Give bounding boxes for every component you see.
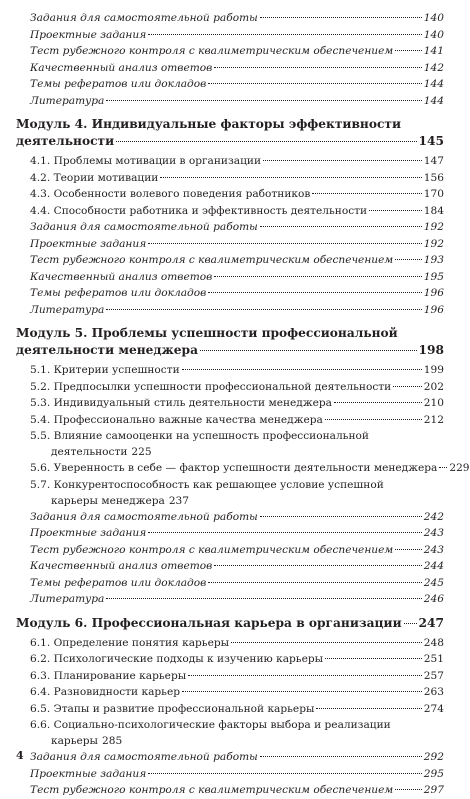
toc-entry-line: [30, 782, 444, 799]
toc-entry-page: 144: [423, 78, 444, 90]
toc-entry-title: Темы рефератов или докладов: [30, 78, 207, 90]
toc-entry-page: 196: [423, 287, 444, 299]
toc-entry-page: 199: [423, 364, 444, 376]
dot-leader: [325, 419, 422, 420]
toc-entry-line: [30, 395, 444, 412]
toc-entry-page: 195: [423, 270, 444, 283]
toc-entry-line: [30, 76, 444, 93]
dot-leader: [393, 386, 422, 387]
toc-entry-page: 297: [423, 784, 444, 796]
module-page: 247: [418, 615, 444, 630]
toc-entry-title: Качественный анализ ответов: [30, 61, 213, 74]
dot-leader: [182, 369, 422, 370]
toc-entry: [0, 684, 460, 701]
toc-entry-title: 6.4. Разновидности карьер: [30, 686, 180, 698]
toc-entry-line: [30, 668, 444, 685]
toc-entry-line: [30, 542, 444, 559]
dot-leader: [106, 598, 421, 599]
toc-entry-page: 243: [423, 527, 444, 539]
toc-entry: [0, 477, 460, 509]
toc-entry-title: 4.1. Проблемы мотивации в организации: [30, 155, 262, 167]
toc-entry-title: 5.7. Конкурентоспособность как решающее условие успешной: [30, 478, 384, 491]
toc-entry-line: [30, 684, 444, 701]
toc-entry-line: [30, 558, 444, 575]
toc-entry: [0, 252, 460, 269]
toc-entry-line: [30, 733, 444, 749]
toc-entry-line: [30, 444, 444, 460]
toc-entry: [0, 766, 460, 783]
toc-entry-page: 246: [423, 593, 444, 605]
module-line: [16, 615, 444, 632]
toc-entry-title-cont: карьеры: [51, 735, 98, 747]
toc-entry-title: 6.5. Этапы и развитие профессиональной карьеры: [30, 702, 315, 715]
module-heading: [0, 325, 460, 359]
toc-entry-page: 196: [423, 303, 444, 316]
dot-leader: [395, 549, 422, 550]
toc-entry-line: [30, 493, 444, 509]
toc-entry-title: Тест рубежного контроля с квалиметрическим обеспечением: [30, 543, 394, 556]
toc-entry-line: [30, 93, 444, 110]
toc-entry-line: [30, 766, 444, 783]
table-of-contents: [0, 10, 470, 799]
toc-entry-line: [30, 10, 444, 27]
dot-leader: [316, 708, 421, 709]
dot-leader: [148, 532, 422, 533]
toc-entry: [0, 460, 470, 477]
page-number: 4: [16, 749, 24, 762]
toc-entry: [0, 525, 460, 542]
dot-leader: [106, 309, 421, 310]
toc-entry-page: 263: [423, 686, 444, 698]
toc-entry-title: Проектные задания: [30, 767, 147, 780]
toc-entry-page: 257: [423, 669, 444, 682]
toc-entry: [0, 43, 460, 60]
module-heading: [0, 116, 460, 150]
toc-entry-line: [30, 236, 444, 253]
dot-leader: [395, 50, 422, 51]
dot-leader: [148, 34, 422, 35]
toc-entry-line: [30, 219, 444, 236]
toc-entry: [0, 717, 460, 749]
toc-entry-line: [30, 269, 444, 286]
toc-entry-title: Проектные задания: [30, 527, 147, 539]
toc-entry: [0, 27, 460, 44]
toc-entry-page: 147: [423, 155, 444, 167]
toc-entry-title: 6.6. Социально-психологические факторы выбора и реализации: [30, 719, 391, 731]
dot-leader: [263, 160, 422, 161]
toc-entry-title: Литература: [30, 593, 105, 605]
toc-entry: [0, 285, 460, 302]
toc-entry-page: 140: [423, 28, 444, 41]
toc-entry-line: [30, 575, 444, 592]
toc-entry-title: 5.5. Влияние самооценки на успешность профессиональной: [30, 430, 369, 442]
toc-entry-title: Задания для самостоятельной работы: [30, 510, 258, 523]
toc-entry-line: [30, 60, 444, 77]
dot-leader: [148, 773, 422, 774]
module-title: Модуль 5. Проблемы успешности профессиональной: [16, 326, 398, 340]
toc-entry: [0, 76, 460, 93]
toc-entry: [0, 203, 460, 220]
toc-entry-line: [30, 509, 444, 526]
toc-entry-line: [30, 27, 444, 44]
module-page: 198: [418, 343, 444, 357]
toc-entry-line: [30, 203, 444, 220]
toc-entry-title: 5.1. Критерии успешности: [30, 364, 180, 376]
toc-entry-page: 210: [423, 397, 444, 409]
toc-entry-line: [30, 43, 444, 60]
dot-leader: [208, 582, 421, 583]
toc-entry-title: 4.3. Особенности волевого поведения работников: [30, 188, 311, 200]
toc-entry: [0, 10, 460, 27]
toc-entry-title-cont: деятельности: [51, 446, 128, 458]
toc-entry-page: 202: [423, 380, 444, 393]
toc-entry-page: 184: [423, 204, 444, 217]
toc-entry: [0, 412, 460, 429]
toc-entry-title: Задания для самостоятельной работы: [30, 12, 258, 24]
dot-leader: [395, 259, 422, 260]
toc-entry: [0, 236, 460, 253]
toc-entry-page: 225: [131, 446, 152, 458]
toc-entry: [0, 651, 460, 668]
toc-entry-line: [30, 186, 444, 203]
dot-leader: [106, 100, 421, 101]
toc-entry-page: 295: [423, 767, 444, 780]
toc-entry: [0, 591, 460, 608]
toc-entry-page: 144: [423, 94, 444, 107]
toc-entry-page: 192: [423, 237, 444, 250]
module-page: 145: [418, 134, 444, 148]
dot-leader: [260, 516, 422, 517]
toc-entry: [0, 635, 460, 652]
toc-entry: [0, 60, 460, 77]
toc-entry-title-cont: карьеры менеджера: [51, 494, 165, 507]
dot-leader: [116, 141, 416, 142]
dot-leader: [200, 350, 417, 351]
toc-entry-line: [30, 302, 444, 319]
toc-entry-line: [30, 379, 444, 396]
toc-entry-line: [30, 412, 444, 429]
toc-entry-line: [30, 170, 444, 187]
toc-entry: [0, 170, 460, 187]
dot-leader: [325, 658, 422, 659]
toc-entry-page: 156: [423, 171, 444, 184]
dot-leader: [231, 642, 422, 643]
toc-entry: [0, 269, 460, 286]
module-title: Модуль 6. Профессиональная карьера в организации: [16, 615, 402, 630]
dot-leader: [208, 292, 421, 293]
toc-entry-page: 212: [423, 413, 444, 426]
toc-entry-page: 242: [423, 510, 444, 523]
toc-entry-line: [30, 635, 444, 652]
toc-entry-title: Задания для самостоятельной работы: [30, 751, 258, 763]
dot-leader: [439, 467, 447, 468]
toc-entry-title: 6.1. Определение понятия карьеры: [30, 636, 230, 649]
module-title: Модуль 4. Индивидуальные факторы эффективности: [16, 117, 401, 131]
dot-leader: [214, 276, 421, 277]
toc-entry: [0, 509, 460, 526]
module-heading: [0, 615, 460, 632]
toc-entry-page: 251: [423, 653, 444, 665]
toc-entry-line: [30, 460, 470, 477]
toc-entry: [0, 575, 460, 592]
toc-entry: [0, 302, 460, 319]
toc-entry-title: Качественный анализ ответов: [30, 270, 213, 283]
dot-leader: [160, 177, 421, 178]
toc-entry-page: 170: [423, 188, 444, 200]
toc-entry-title: 5.3. Индивидуальный стиль деятельности менеджера: [30, 397, 332, 409]
dot-leader: [214, 67, 421, 68]
dot-leader: [214, 565, 421, 566]
toc-entry-line: [30, 285, 444, 302]
toc-entry-line: [30, 252, 444, 269]
toc-entry-page: 248: [423, 636, 444, 649]
dot-leader: [404, 623, 417, 624]
toc-entry-page: 285: [101, 735, 123, 747]
toc-entry-page: 274: [423, 702, 444, 715]
dot-leader: [369, 210, 422, 211]
toc-entry: [0, 701, 460, 718]
toc-entry-title: 4.2. Теории мотивации: [30, 171, 159, 184]
toc-entry-title: 4.4. Способности работника и эффективность деятельности: [30, 204, 368, 217]
toc-entry-line: [30, 749, 444, 766]
module-title-cont: деятельности менеджера: [16, 343, 198, 357]
toc-entry-title: Тест рубежного контроля с квалиметрическим обеспечением: [30, 254, 394, 266]
dot-leader: [260, 17, 422, 18]
toc-entry-page: 140: [423, 12, 444, 24]
dot-leader: [260, 756, 422, 757]
toc-entry-page: 229: [449, 462, 470, 474]
toc-entry-title: 5.6. Уверенность в себе — фактор успешности деятельности менеджера: [30, 462, 438, 474]
toc-entry-line: [30, 651, 444, 668]
dot-leader: [260, 226, 422, 227]
toc-entry-title: Темы рефератов или докладов: [30, 576, 207, 589]
toc-entry-page: 292: [423, 751, 444, 763]
toc-entry-line: [30, 153, 444, 170]
toc-entry: [0, 379, 460, 396]
toc-entry: [0, 542, 460, 559]
toc-entry: [0, 668, 460, 685]
toc-entry: [0, 395, 460, 412]
toc-entry-line: [30, 362, 444, 379]
dot-leader: [334, 402, 422, 403]
toc-entry-line: [30, 591, 444, 608]
dot-leader: [182, 691, 422, 692]
toc-entry: [0, 428, 460, 460]
toc-entry-page: 193: [423, 254, 444, 266]
toc-entry-title: Тест рубежного контроля с квалиметрическим обеспечением: [30, 45, 394, 57]
toc-entry: [0, 219, 460, 236]
dot-leader: [208, 83, 421, 84]
toc-entry-page: 141: [423, 45, 444, 57]
module-heading-line: [16, 133, 444, 150]
toc-entry: [0, 558, 460, 575]
toc-entry-line: [30, 701, 444, 718]
toc-entry: [0, 362, 460, 379]
toc-entry-title: 6.3. Планирование карьеры: [30, 669, 187, 682]
toc-entry: [0, 782, 460, 799]
toc-entry-title: 6.2. Психологические подходы к изучению карьеры: [30, 653, 324, 665]
dot-leader: [395, 789, 422, 790]
toc-entry-title: Проектные задания: [30, 237, 147, 250]
toc-entry-page: 237: [168, 494, 190, 507]
toc-entry-title: Качественный анализ ответов: [30, 560, 213, 572]
toc-entry-page: 245: [423, 576, 444, 589]
dot-leader: [148, 243, 422, 244]
toc-entry: [0, 749, 460, 766]
toc-entry-line: [30, 525, 444, 542]
dot-leader: [188, 675, 422, 676]
toc-entry-title: Литература: [30, 94, 105, 107]
toc-entry-title: 5.2. Предпосылки успешности профессиональной деятельности: [30, 380, 392, 393]
toc-entry-title: Литература: [30, 303, 105, 316]
toc-entry-page: 243: [423, 543, 444, 556]
toc-entry-page: 244: [423, 560, 444, 572]
module-heading-line: [16, 342, 444, 359]
toc-entry: [0, 153, 460, 170]
toc-entry: [0, 186, 460, 203]
module-title-cont: деятельности: [16, 134, 115, 148]
toc-entry-title: Темы рефератов или докладов: [30, 287, 207, 299]
toc-entry: [0, 93, 460, 110]
toc-entry-title: Тест рубежного контроля с квалиметрическим обеспечением: [30, 784, 394, 796]
dot-leader: [312, 193, 421, 194]
toc-entry-page: 192: [423, 221, 444, 233]
toc-entry-title: Задания для самостоятельной работы: [30, 221, 258, 233]
toc-entry-page: 142: [423, 61, 444, 74]
toc-entry-title: 5.4. Профессионально важные качества менеджера: [30, 413, 323, 426]
toc-entry-title: Проектные задания: [30, 28, 147, 41]
